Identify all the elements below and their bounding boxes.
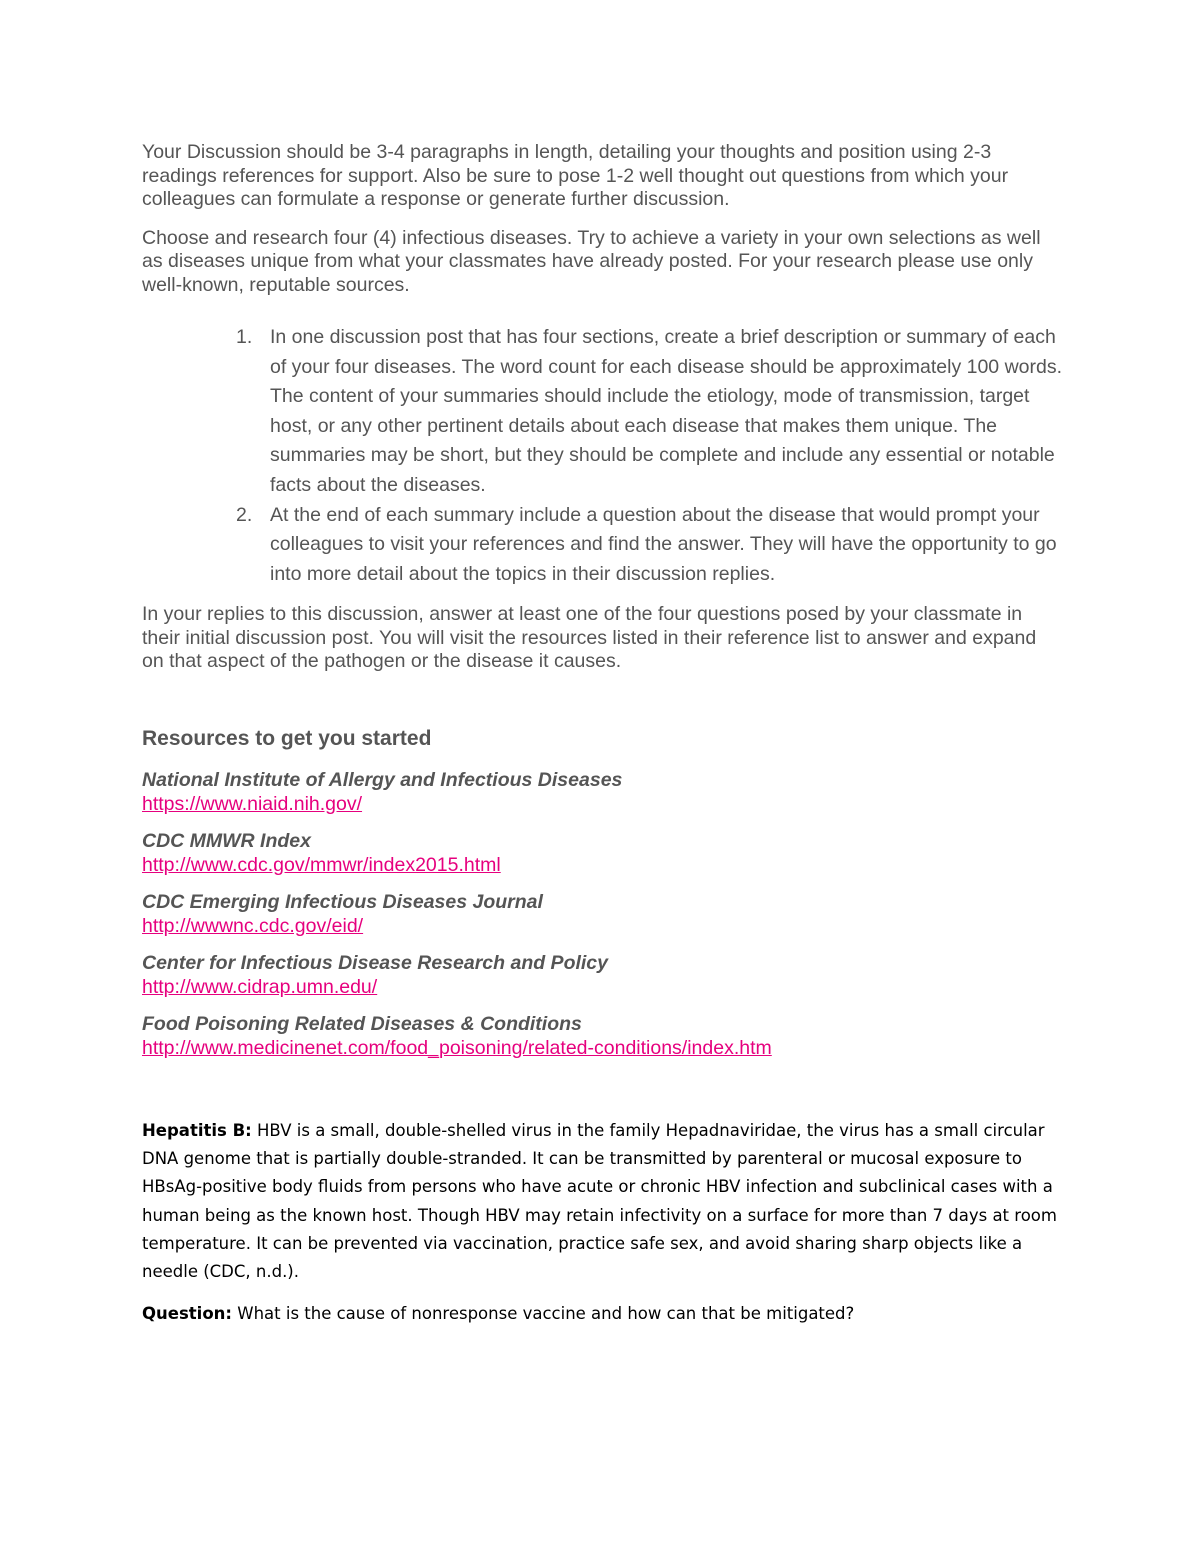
resource-entry [142, 768, 1062, 816]
resource-link[interactable]: http://www.medicinenet.com/food_poisoning/related-conditions/index.htm [142, 1036, 772, 1059]
question-label: Question: [142, 1303, 233, 1323]
resource-link[interactable]: http://www.cdc.gov/mmwr/index2015.html [142, 853, 501, 876]
summary-body: HBV is a small, double-shelled virus in the family Hepadnaviridae, the virus has a small circular DNA genome that is partially double-stranded. It can be transmitted by parenteral or mucosal exposure to HBsAg-positive body fluids from persons who have acute or chronic HBV infection and subclinical cases with a human being as the known host. Though HBV may retain infectivity on a surface for more than 7 days at room temperature. It can be prevented via vaccination, practice safe sex, and avoid sharing sharp objects like a needle (CDC, n.d.). [142, 1120, 1057, 1282]
resource-entry [142, 1012, 1062, 1060]
replies-paragraph: In your replies to this discussion, answer at least one of the four questions posed by your classmate in their initial discussion post. You will visit the resources listed in their reference list to answer and expand on that aspect of the pathogen or the disease it causes. [142, 603, 1037, 673]
resource-link[interactable]: https://www.niaid.nih.gov/ [142, 792, 363, 815]
resources-heading: Resources to get you started [142, 726, 432, 750]
choose-paragraph: Choose and research four (4) infectious diseases. Try to achieve a variety in your own selections as well as diseases unique from what your classmates have already posted. For your research please use only well-known, reputable sources. [142, 226, 1041, 296]
resource-link[interactable]: http://www.cidrap.umn.edu/ [142, 975, 378, 998]
resource-name: Center for Infectious Disease Research and Policy [142, 951, 609, 974]
list-item-number: 1. [236, 326, 253, 348]
resource-name: Food Poisoning Related Diseases & Conditions [142, 1012, 582, 1035]
disease-question [142, 1300, 1062, 1328]
resource-name: National Institute of Allergy and Infectious Diseases [142, 768, 623, 791]
list-item-text: In one discussion post that has four sections, create a brief description or summary of each of your four diseases. The word count for each disease should be approximately 100 words. The content of your summaries should include the etiology, mode of transmission, target host, or any other pertinent details about each disease that makes them unique. The summaries may be short, but they should be complete and include any essential or notable facts about the diseases. [270, 326, 1063, 496]
intro-paragraph: Your Discussion should be 3-4 paragraphs in length, detailing your thoughts and position using 2-3 readings references for support. Also be sure to pose 1-2 well thought out questions from which your colleagues can formulate a response or generate further discussion. [142, 141, 1009, 210]
resource-entry [142, 829, 1062, 877]
disease-summary [142, 1117, 1062, 1287]
resource-name: CDC MMWR Index [142, 829, 311, 852]
instructions-list [142, 323, 1062, 589]
resource-name: CDC Emerging Infectious Diseases Journal [142, 890, 543, 913]
resource-entry [142, 890, 1062, 938]
question-body: What is the cause of nonresponse vaccine and how can that be mitigated? [232, 1303, 855, 1323]
document-page [142, 141, 1062, 1328]
summary-label: Hepatitis B: [142, 1120, 252, 1140]
resource-entry [142, 951, 1062, 999]
list-item [236, 501, 1062, 590]
list-item-text: At the end of each summary include a question about the disease that would prompt your colleagues to visit your references and find the answer. They will have the opportunity to go into more detail about the topics in their discussion replies. [270, 503, 1057, 585]
resource-link[interactable]: http://wwwnc.cdc.gov/eid/ [142, 914, 364, 937]
list-item-number: 2. [236, 503, 253, 526]
list-item [236, 323, 1063, 501]
